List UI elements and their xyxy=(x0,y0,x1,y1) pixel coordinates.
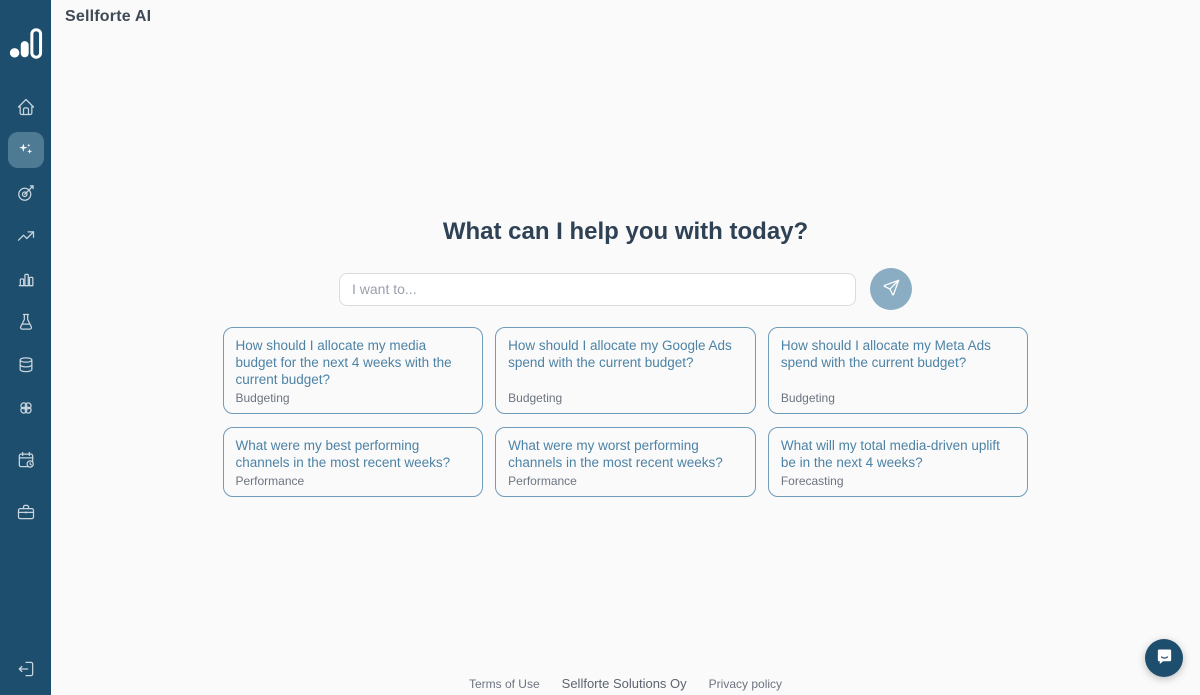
suggestion-question: How should I allocate my Meta Ads spend with the current budget? xyxy=(780,338,991,370)
calendar-clock-icon xyxy=(16,450,36,470)
home-icon xyxy=(16,97,36,117)
suggestion-category: Budgeting xyxy=(508,391,563,405)
suggestion-question: How should I allocate my media budget for the next 4 weeks with the current budget? xyxy=(235,338,452,387)
briefcase-icon xyxy=(16,502,36,522)
sidebar-item-experiments[interactable] xyxy=(8,304,44,340)
suggestion-card[interactable] xyxy=(495,327,756,414)
database-icon xyxy=(16,355,36,375)
prompt-input[interactable] xyxy=(339,273,856,306)
bar-chart-icon xyxy=(16,269,36,289)
suggestion-card[interactable] xyxy=(223,327,484,414)
sidebar-nav xyxy=(8,89,44,530)
suggestion-card[interactable] xyxy=(495,427,756,497)
sellforte-logo[interactable] xyxy=(7,24,45,62)
hero-heading: What can I help you with today? xyxy=(442,218,809,245)
suggestion-category: Forecasting xyxy=(780,474,844,488)
suggestion-category: Budgeting xyxy=(780,391,835,405)
chat-bubble-smile-icon xyxy=(1154,646,1175,670)
main-area xyxy=(51,0,1200,695)
sidebar-item-planning[interactable] xyxy=(8,442,44,478)
sidebar-item-reports[interactable] xyxy=(8,261,44,297)
sidebar-item-data[interactable] xyxy=(8,347,44,383)
flask-icon xyxy=(16,312,36,332)
suggestion-card[interactable] xyxy=(768,327,1029,414)
brain-icon xyxy=(16,398,36,418)
suggestion-category: Performance xyxy=(508,474,577,488)
footer xyxy=(51,676,1200,691)
assistant-home xyxy=(51,0,1200,497)
suggestion-category: Performance xyxy=(235,474,305,488)
terms-of-use-link[interactable]: Terms of Use xyxy=(468,677,540,691)
company-name: Sellforte Solutions Oy xyxy=(561,676,687,691)
sidebar-item-models[interactable] xyxy=(8,390,44,426)
sellforte-logo-icon xyxy=(7,50,45,65)
logout-icon xyxy=(16,659,36,679)
suggestion-card[interactable] xyxy=(223,427,484,497)
suggestion-question: What were my best performing channels in the most recent weeks? xyxy=(235,438,451,470)
page-title: Sellforte AI xyxy=(65,8,152,25)
prompt-row xyxy=(339,268,912,310)
sidebar-item-business[interactable] xyxy=(8,494,44,530)
suggestion-question: How should I allocate my Google Ads spend with the current budget? xyxy=(508,338,732,370)
suggestion-category: Budgeting xyxy=(235,391,290,405)
logout-button[interactable] xyxy=(8,651,44,687)
privacy-policy-link[interactable]: Privacy policy xyxy=(708,677,783,691)
trending-up-icon xyxy=(16,226,36,246)
sparkles-icon xyxy=(16,140,36,160)
suggestion-question: What will my total media-driven uplift be in the next 4 weeks? xyxy=(780,438,1000,470)
send-button[interactable] xyxy=(870,268,912,310)
sidebar-item-goals[interactable] xyxy=(8,175,44,211)
suggestion-card[interactable] xyxy=(768,427,1029,497)
sidebar-item-ai-assistant[interactable] xyxy=(8,132,44,168)
suggestion-question: What were my worst performing channels in the most recent weeks? xyxy=(508,438,723,470)
sidebar-item-home[interactable] xyxy=(8,89,44,125)
suggestion-cards xyxy=(223,327,1029,497)
sidebar xyxy=(0,0,51,695)
sidebar-item-trends[interactable] xyxy=(8,218,44,254)
paper-plane-icon xyxy=(882,278,901,300)
chat-widget-button[interactable] xyxy=(1145,639,1183,677)
target-arrow-icon xyxy=(16,183,36,203)
